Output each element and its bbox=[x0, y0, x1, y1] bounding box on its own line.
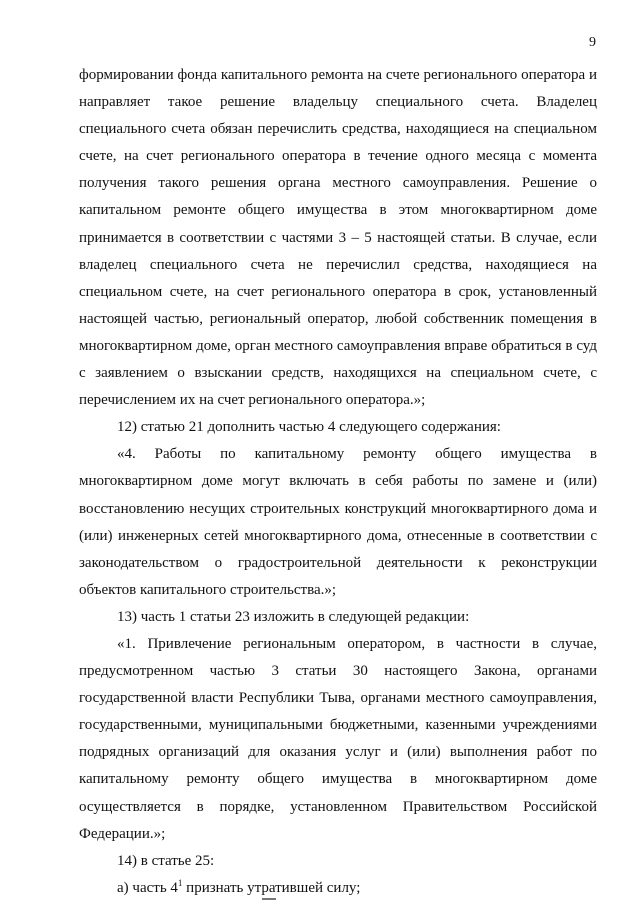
paragraph-text-before: а) часть 4 bbox=[117, 879, 178, 896]
paragraph: 12) статью 21 дополнить частью 4 следующего содержания: bbox=[117, 419, 501, 436]
page-cut-mark bbox=[262, 898, 276, 900]
paragraph: формировании фонда капитального ремонта на счете регионального оператора и направляет такое решение владельцу специального счета. Владелец специального счета обязан перечислить средства, находящиеся на специальном счете, на счет регионального оператора в течение одного месяца с момента получения такого решения органа местного самоуправления. Решение о капитальном ремонте общего имущества в этом многоквартирном доме принимается в соответствии с частями 3 – 5 настоящей статьи. В случае, если владелец специального счета не перечислил средства, находящиеся на специальном счете, на счет регионального оператора в срок, установленный настоящей частью, региональный оператор, любой собственник помещения в многоквартирном доме, орган местного самоуправления вправе обратиться в суд с заявлением о взыскании средств, находящихся на специальном счете, с перечислением их на счет регионального оператора.»; bbox=[79, 67, 597, 409]
paragraph: «4. Работы по капитальному ремонту общего имущества в многоквартирном доме могут включать в себя работы по замене и (или) восстановлению несущих строительных конструкций многоквартирного дома и (или) инженерных сетей многоквартирного дома, отнесенные в соответствии с законодательством о градостроительной деятельности к реконструкции объектов капитального строительства.»; bbox=[79, 446, 597, 598]
paragraph-text-after: признать утратившей силу; bbox=[182, 879, 361, 896]
document-body bbox=[79, 62, 597, 902]
page-number: 9 bbox=[589, 35, 596, 50]
paragraph: 13) часть 1 статьи 23 изложить в следующей редакции: bbox=[117, 608, 470, 625]
paragraph: «1. Привлечение региональным оператором, в частности в случае, предусмотренном частью 3 статьи 30 настоящего Закона, органами государственной власти Республики Тыва, органами местного самоуправления, государственными, муниципальными бюджетными, казенными учреждениями подрядных организаций для оказания услуг и (или) выполнения работ по капитальному ремонту общего имущества в многоквартирном доме осуществляется в порядке, установленном Правительством Российской Федерации.»; bbox=[79, 635, 597, 842]
paragraph: 14) в статье 25: bbox=[117, 852, 215, 869]
paragraph-last bbox=[79, 875, 597, 902]
superscript-index: 1 bbox=[177, 877, 183, 888]
